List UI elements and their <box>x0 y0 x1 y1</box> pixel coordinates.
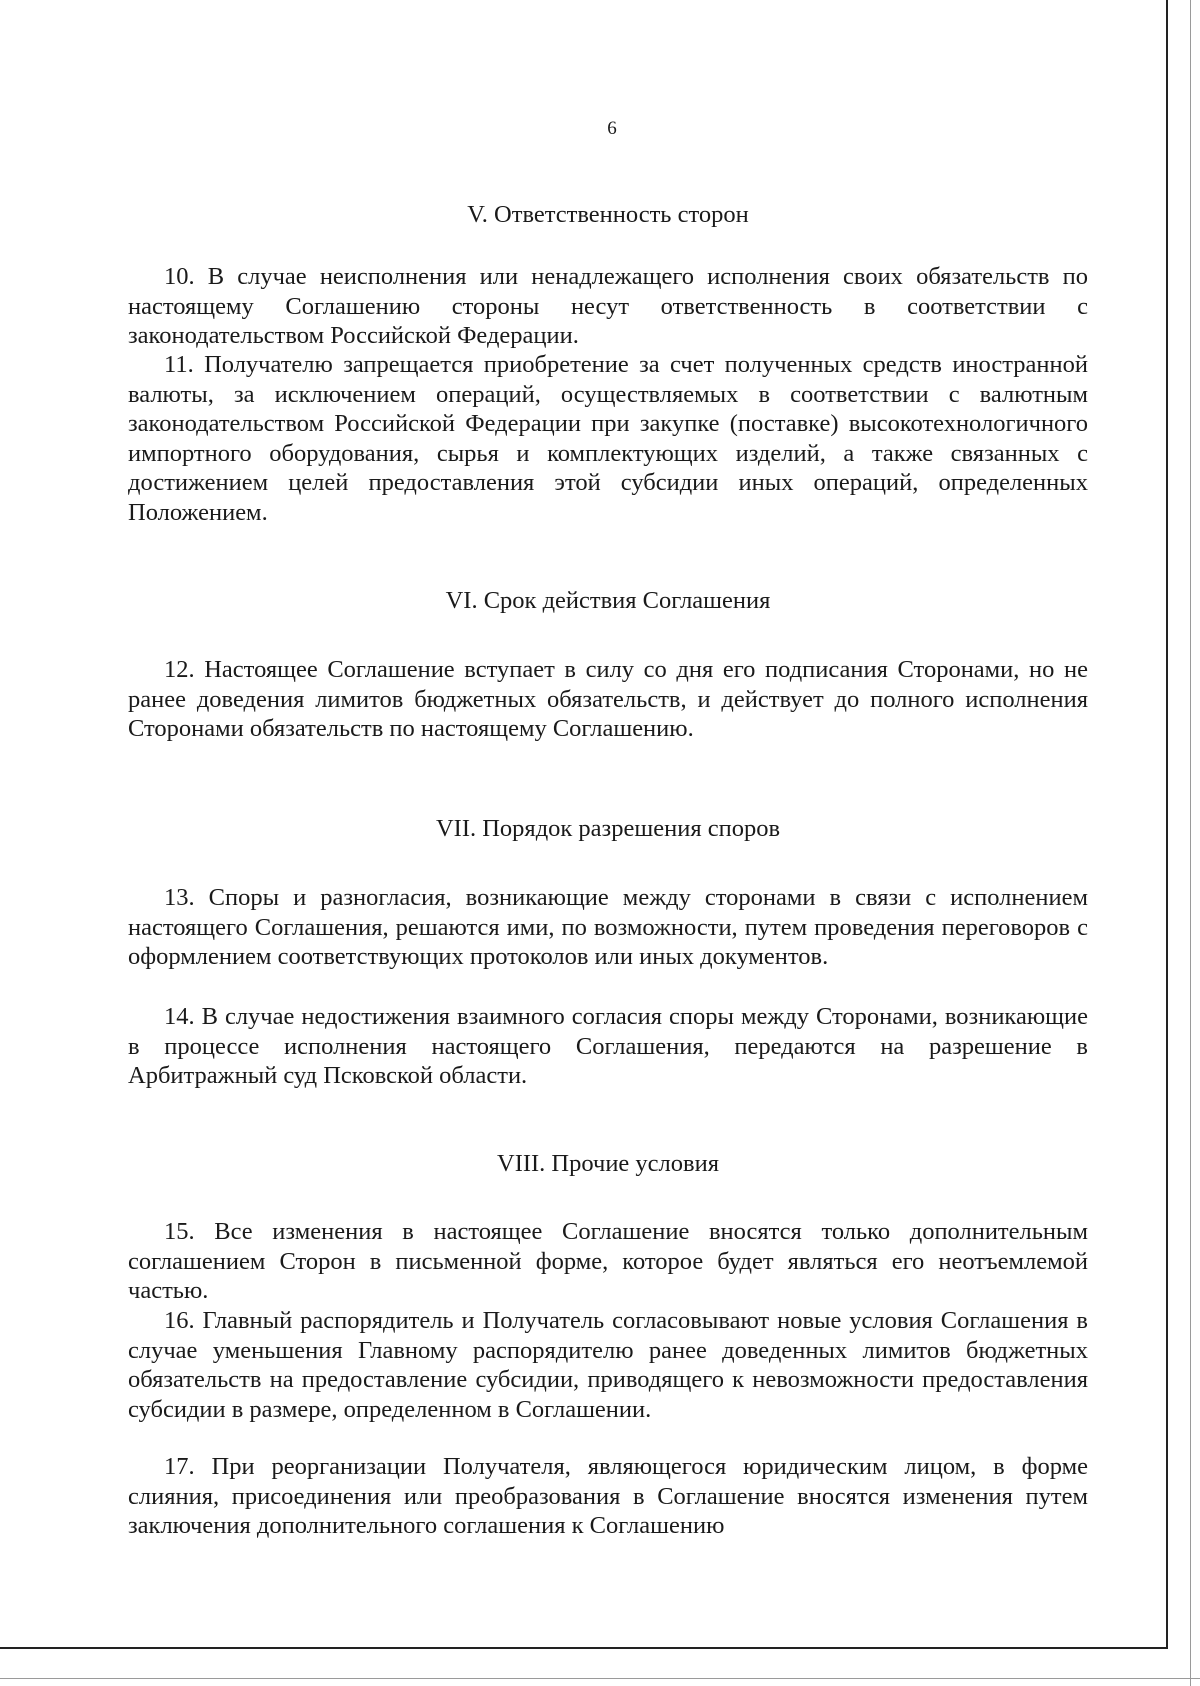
section-heading-responsibility: V. Ответственность сторон <box>467 201 749 228</box>
page-border-right <box>1166 0 1168 1648</box>
paragraph-11: 11. Получателю запрещается приобретение за счет полученных средств иностранной валюты, за исключением операций, осуществляемых в соответствии с валютным законодательством Российской Федерации при закупке (поставке) высокотехнологичного импортного оборудования, сырья и комплектующих изделий, а также связанных с достижением целей предоставления этой субсидии иных операций, определенных Положением. <box>128 351 1088 526</box>
paragraph-17: 17. При реорганизации Получателя, являющегося юридическим лицом, в форме слияния, присоединения или преобразования в Соглашение вносятся изменения путем заключения дополнительного соглашения к Соглашению <box>128 1453 1088 1539</box>
paragraph-14: 14. В случае недостижения взаимного согласия споры между Сторонами, возникающие в процессе исполнения настоящего Соглашения, передаются на разрешение в Арбитражный суд Псковской области. <box>128 1003 1088 1089</box>
page-number: 6 <box>607 118 617 139</box>
section-heading-term: VI. Срок действия Соглашения <box>445 587 771 614</box>
section-heading-disputes: VII. Порядок разрешения споров <box>435 815 781 842</box>
paragraph-13: 13. Споры и разногласия, возникающие между сторонами в связи с исполнением настоящего Соглашения, решаются ими, по возможности, путем проведения переговоров с оформлением соответствующих протоколов или иных документов. <box>128 884 1088 970</box>
paragraph-10: 10. В случае неисполнения или ненадлежащего исполнения своих обязательств по настоящему Соглашению стороны несут ответственность в соответствии с законодательством Российской Федерации. <box>128 263 1088 349</box>
section-heading-other-terms: VIII. Прочие условия <box>497 1150 719 1177</box>
page-border-bottom <box>0 1647 1168 1649</box>
scan-edge-right <box>1190 0 1191 1686</box>
paragraph-12: 12. Настоящее Соглашение вступает в силу со дня его подписания Сторонами, но не ранее доведения лимитов бюджетных обязательств, и действует до полного исполнения Сторонами обязательств по настоящему Соглашению. <box>128 656 1088 742</box>
paragraph-16: 16. Главный распорядитель и Получатель согласовывают новые условия Соглашения в случае уменьшения Главному распорядителю ранее доведенных лимитов бюджетных обязательств на предоставление субсидии, приводящего к невозможности предоставления субсидии в размере, определенном в Соглашении. <box>128 1307 1088 1423</box>
scan-edge-bottom <box>0 1678 1200 1679</box>
paragraph-15: 15. Все изменения в настоящее Соглашение вносятся только дополнительным соглашением Сторон в письменной форме, которое будет являться его неотъемлемой частью. <box>128 1218 1088 1304</box>
